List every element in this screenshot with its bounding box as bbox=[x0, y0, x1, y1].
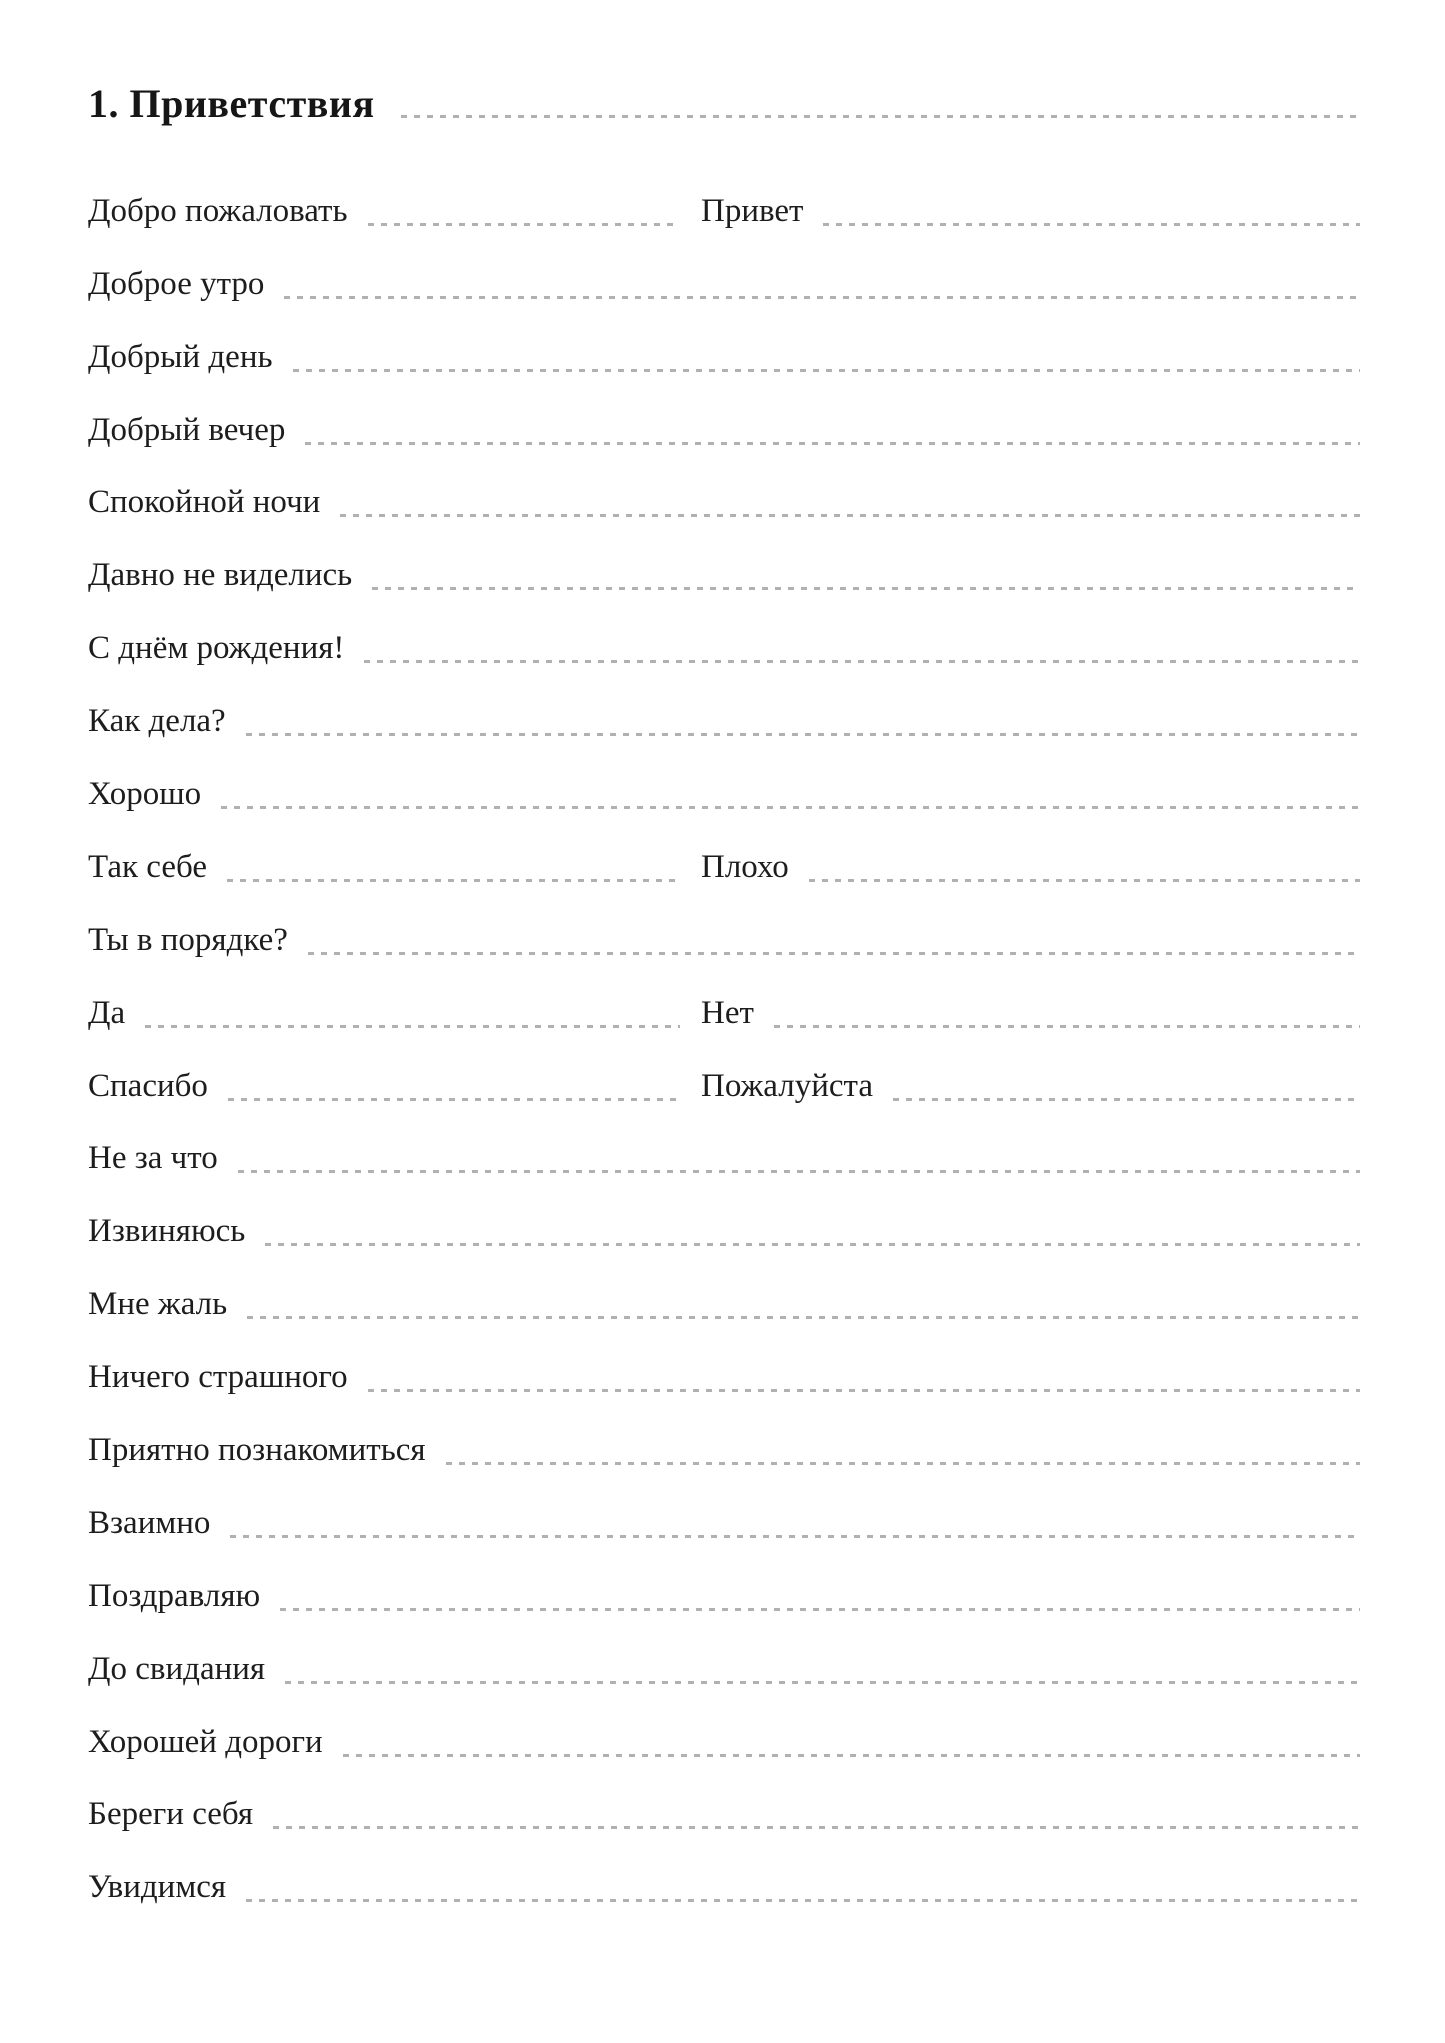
answer-blank-dashed-line bbox=[246, 1899, 1360, 1902]
answer-blank-dashed-line bbox=[285, 1681, 1360, 1684]
answer-blank-dashed-line bbox=[343, 1754, 1360, 1757]
phrase-row bbox=[88, 521, 1360, 594]
answer-blank-dashed-line bbox=[247, 1316, 1360, 1319]
phrase-rows bbox=[88, 157, 1360, 1906]
phrase-row bbox=[88, 230, 1360, 303]
phrase-cell bbox=[88, 778, 1360, 813]
phrase-cell bbox=[88, 848, 680, 886]
phrase-cell bbox=[701, 1067, 1360, 1105]
phrase-label: Да bbox=[88, 994, 126, 1031]
phrase-label: Увидимся bbox=[88, 1869, 227, 1906]
phrase-row bbox=[88, 1250, 1360, 1323]
answer-blank-dashed-line bbox=[280, 1608, 1360, 1611]
phrase-cell bbox=[88, 1798, 1360, 1833]
phrase-row bbox=[88, 1105, 1360, 1178]
phrase-cell bbox=[88, 338, 1360, 376]
phrase-cell bbox=[88, 1288, 1360, 1323]
answer-blank-dashed-line bbox=[823, 223, 1360, 226]
phrase-cell bbox=[88, 994, 680, 1032]
answer-blank-dashed-line bbox=[774, 1025, 1360, 1028]
phrase-row bbox=[88, 157, 1360, 230]
phrase-cell bbox=[88, 559, 1360, 594]
phrase-cell bbox=[701, 848, 1360, 886]
answer-blank-dashed-line bbox=[372, 587, 1360, 590]
phrase-label: Не за что bbox=[88, 1140, 218, 1177]
phrase-label: Плохо bbox=[701, 848, 789, 885]
phrase-label: Привет bbox=[701, 192, 804, 229]
phrase-label: Давно не виделись bbox=[88, 557, 353, 594]
phrase-row bbox=[88, 1032, 1360, 1105]
answer-blank-dashed-line bbox=[305, 442, 1360, 445]
answer-blank-dashed-line bbox=[230, 1535, 1360, 1538]
phrase-row bbox=[88, 1761, 1360, 1834]
phrase-cell bbox=[88, 1434, 1360, 1469]
phrase-cell bbox=[88, 486, 1360, 521]
answer-blank-dashed-line bbox=[340, 514, 1360, 517]
phrase-row bbox=[88, 449, 1360, 522]
phrase-row bbox=[88, 303, 1360, 376]
phrase-row bbox=[88, 1396, 1360, 1469]
answer-blank-dashed-line bbox=[308, 952, 1360, 955]
phrase-cell bbox=[88, 1142, 1360, 1177]
phrase-label: Поздравляю bbox=[88, 1577, 261, 1614]
phrase-row bbox=[88, 886, 1360, 959]
phrase-label: Пожалуйста bbox=[701, 1067, 873, 1104]
answer-blank-dashed-line bbox=[809, 879, 1360, 882]
phrase-row bbox=[88, 1542, 1360, 1615]
phrase-label: Спасибо bbox=[88, 1067, 208, 1104]
phrase-row bbox=[88, 1177, 1360, 1250]
phrase-label: Как дела? bbox=[88, 703, 226, 740]
page-title: 1. Приветствия bbox=[88, 81, 375, 126]
phrase-cell bbox=[88, 1215, 1360, 1250]
phrase-row bbox=[88, 1688, 1360, 1761]
phrase-cell bbox=[88, 265, 1360, 303]
phrase-row bbox=[88, 376, 1360, 449]
phrase-label: Добро пожаловать bbox=[88, 192, 348, 229]
phrase-cell bbox=[701, 192, 1360, 230]
answer-blank-dashed-line bbox=[446, 1462, 1360, 1465]
phrase-cell bbox=[88, 921, 1360, 959]
phrase-label: Доброе утро bbox=[88, 265, 265, 302]
phrase-label: Ты в порядке? bbox=[88, 921, 288, 958]
phrase-label: Береги себя bbox=[88, 1796, 254, 1833]
answer-blank-dashed-line bbox=[368, 1389, 1360, 1392]
answer-blank-dashed-line bbox=[238, 1170, 1360, 1173]
answer-blank-dashed-line bbox=[364, 660, 1360, 663]
phrase-label: С днём рождения! bbox=[88, 630, 345, 667]
answer-blank-dashed-line bbox=[293, 369, 1360, 372]
answer-blank-dashed-line bbox=[145, 1025, 680, 1028]
phrase-cell bbox=[88, 632, 1360, 667]
phrase-row bbox=[88, 1469, 1360, 1542]
phrase-cell bbox=[88, 705, 1360, 740]
phrase-row bbox=[88, 959, 1360, 1032]
phrase-cell bbox=[88, 1504, 1360, 1542]
phrase-cell bbox=[88, 411, 1360, 449]
phrase-label: Приятно познакомиться bbox=[88, 1432, 426, 1469]
phrase-cell bbox=[88, 192, 680, 230]
phrase-label: Извиняюсь bbox=[88, 1213, 246, 1250]
phrase-cell bbox=[88, 1871, 1360, 1906]
answer-blank-dashed-line bbox=[284, 296, 1360, 299]
phrase-cell bbox=[88, 1650, 1360, 1688]
phrase-label: Спокойной ночи bbox=[88, 484, 321, 521]
section-header bbox=[88, 0, 1360, 124]
phrase-label: Хорошей дороги bbox=[88, 1723, 323, 1760]
phrase-cell bbox=[88, 1361, 1360, 1396]
phrase-label: Нет bbox=[701, 994, 754, 1031]
phrase-row bbox=[88, 1833, 1360, 1906]
answer-blank-dashed-line bbox=[273, 1826, 1360, 1829]
answer-blank-dashed-line bbox=[246, 733, 1360, 736]
phrase-label: Ничего страшного bbox=[88, 1359, 348, 1396]
phrase-label: Взаимно bbox=[88, 1504, 211, 1541]
answer-blank-dashed-line bbox=[228, 1098, 680, 1101]
phrase-row bbox=[88, 1323, 1360, 1396]
phrase-row bbox=[88, 740, 1360, 813]
phrase-label: Добрый день bbox=[88, 338, 273, 375]
phrase-cell bbox=[701, 994, 1360, 1032]
phrase-cell bbox=[88, 1723, 1360, 1761]
phrase-label: Хорошо bbox=[88, 776, 202, 813]
phrase-cell bbox=[88, 1577, 1360, 1615]
phrase-row bbox=[88, 1615, 1360, 1688]
phrase-label: Добрый вечер bbox=[88, 411, 286, 448]
phrase-row bbox=[88, 813, 1360, 886]
phrase-row bbox=[88, 667, 1360, 740]
answer-blank-dashed-line bbox=[221, 806, 1360, 809]
phrase-label: Мне жаль bbox=[88, 1286, 228, 1323]
answer-blank-dashed-line bbox=[893, 1098, 1360, 1101]
phrase-label: Так себе bbox=[88, 848, 207, 885]
phrase-label: До свидания bbox=[88, 1650, 266, 1687]
phrase-row bbox=[88, 594, 1360, 667]
answer-blank-dashed-line bbox=[227, 879, 680, 882]
answer-blank-dashed-line bbox=[368, 223, 680, 226]
title-dashed-line bbox=[401, 115, 1360, 118]
phrase-cell bbox=[88, 1067, 680, 1105]
answer-blank-dashed-line bbox=[265, 1243, 1360, 1246]
